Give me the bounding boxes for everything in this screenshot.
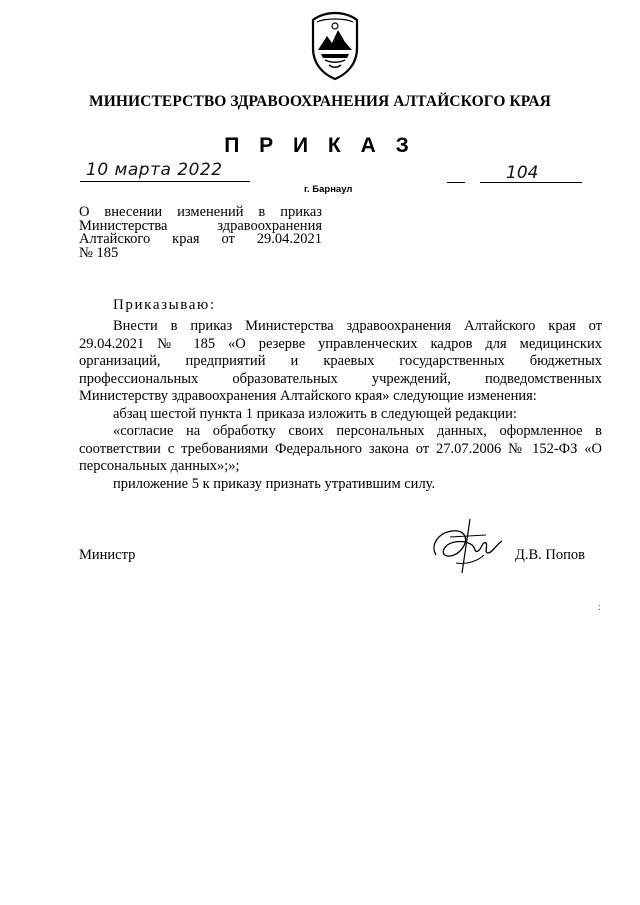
city: г. Барнаул bbox=[304, 184, 353, 195]
body-paragraph: «согласие на обработку своих персональных данных, оформленное в соответствии с требованиями Федерального закона от 27.07.2006 № 152-ФЗ «О персональных данных»;»; bbox=[79, 423, 602, 474]
margin-mark: : bbox=[598, 602, 601, 613]
signatory-position: Министр bbox=[79, 547, 136, 563]
number-prefix-line bbox=[447, 182, 465, 183]
body-paragraph: абзац шестой пункта 1 приказа изложить в следующей редакции: bbox=[113, 405, 517, 422]
subject-line: № 185 bbox=[79, 244, 119, 261]
order-word: Приказываю: bbox=[113, 297, 216, 313]
coat-of-arms-icon bbox=[305, 10, 365, 82]
subject-line: О внесении изменений в приказ bbox=[79, 204, 322, 220]
document-date: 10 марта 2022 bbox=[86, 160, 223, 180]
document-number: 104 bbox=[506, 163, 539, 183]
body-paragraph: приложение 5 к приказу признать утратившим силу. bbox=[113, 475, 436, 492]
body-text bbox=[79, 318, 602, 493]
document-type: П Р И К А З bbox=[224, 134, 416, 157]
ministry-name: МИНИСТЕРСТВО ЗДРАВООХРАНЕНИЯ АЛТАЙСКОГО КРАЯ bbox=[89, 93, 551, 110]
signatory-name: Д.В. Попов bbox=[515, 547, 586, 563]
subject-line: Алтайского края от 29.04.2021 bbox=[79, 231, 322, 247]
signature-icon bbox=[426, 515, 510, 577]
date-line bbox=[80, 181, 250, 182]
subject-block bbox=[79, 206, 322, 260]
subject-line: Министерства здравоохранения bbox=[79, 217, 322, 234]
body-paragraph: Внести в приказ Министерства здравоохранения Алтайского края от 29.04.2021 № 185 «О резерве управленческих кадров для медицинских организаций, предприятий и краевых государственных бюджетных профессиональных образовательных учреждений, подведомственных Министерству здравоохранения Алтайского края» следующие изменения: bbox=[79, 318, 602, 404]
